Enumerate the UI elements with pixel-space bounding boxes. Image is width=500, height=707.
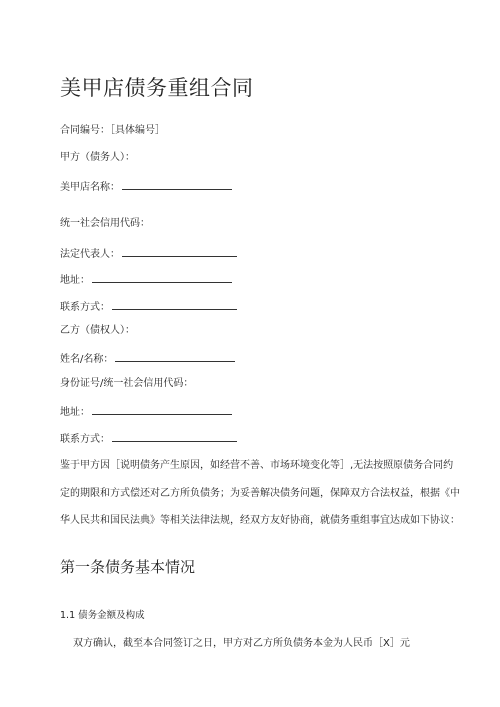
address-b-blank: [92, 403, 232, 415]
legal-rep-blank: [122, 245, 237, 257]
shop-name-label: 美甲店名称：: [60, 182, 120, 193]
preamble-line-1: 鉴于甲方因［说明债务产生原因，如经营不善、市场环境变化等］,无法按照原债务合同约: [60, 460, 454, 471]
legal-rep-row: [60, 245, 237, 262]
legal-rep-label: 法定代表人：: [60, 249, 120, 260]
address-b-row: [60, 403, 232, 420]
contact-a-blank: [112, 298, 237, 310]
address-a-row: [60, 271, 232, 288]
contact-a-label: 联系方式：: [60, 302, 110, 313]
id-code-label: 身份证号/统一社会信用代码：: [60, 378, 194, 389]
name-label: 姓名/名称：: [60, 354, 114, 365]
contact-b-blank: [112, 430, 237, 442]
contact-a-row: [60, 298, 237, 315]
address-b-label: 地址：: [60, 407, 90, 418]
address-a-label: 地址：: [60, 275, 90, 286]
name-row: [60, 350, 235, 367]
preamble-line-3: 华人民共和国民法典》等相关法律法规，经双方友好协商，就债务重组事宜达成如下协议：: [60, 515, 460, 526]
party-a-label: 甲方（债务人）：: [60, 152, 135, 163]
contact-b-label: 联系方式：: [60, 434, 110, 445]
preamble-line-2: 定的期限和方式偿还对乙方所负债务；为妥善解决债务问题，保障双方合法权益，根据《中: [60, 488, 460, 499]
address-a-blank: [92, 271, 232, 283]
section-paragraph: 双方确认，截至本合同签订之日，甲方对乙方所负债务本金为人民币［X］元: [73, 638, 410, 649]
shop-name-blank: [122, 178, 232, 190]
credit-code-label: 统一社会信用代码：: [60, 218, 150, 229]
section-heading: 第一条债务基本情况: [60, 558, 196, 576]
document-title: 美甲店债务重组合同: [60, 76, 254, 100]
subsection-heading: 1.1 债务金额及构成: [60, 610, 145, 621]
shop-name-row: [60, 178, 232, 195]
party-b-label: 乙方（债权人）：: [60, 325, 135, 336]
name-blank: [115, 350, 235, 362]
contact-b-row: [60, 430, 237, 447]
contract-number: 合同编号：［具体编号］: [60, 125, 165, 136]
